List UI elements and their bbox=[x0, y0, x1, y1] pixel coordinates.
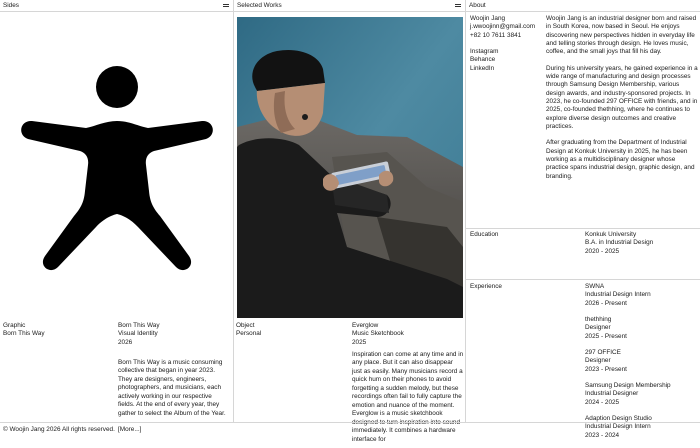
sides-menu-icon[interactable] bbox=[223, 4, 229, 7]
experience-item bbox=[585, 316, 697, 341]
experience-item bbox=[585, 382, 697, 407]
works-header bbox=[234, 0, 465, 12]
sides-description: Born This Way is a music consuming collective that began in year 2023. They are designers, engineers, photographers, and musicians, each actively working in our respective fields. At the end of every year, they gather to select the Album of the Year. bbox=[118, 359, 226, 417]
about-phone: +82 10 7611 3841 bbox=[470, 31, 522, 39]
works-menu-icon[interactable] bbox=[455, 4, 461, 7]
bio-paragraph: After graduating from the Department of Industrial Design at Konkuk University in 2025, he has been working as a multidisciplinary designer whose practice spans industrial design, graphic design, and branding. bbox=[546, 139, 695, 180]
about-name: Woojin Jang bbox=[470, 15, 506, 22]
about-header bbox=[466, 0, 700, 12]
experience-period: 2025 - Present bbox=[585, 332, 627, 340]
linkedin-link[interactable]: LinkedIn bbox=[470, 64, 495, 72]
sides-project-title[interactable]: Born This Way bbox=[118, 322, 160, 329]
bio-paragraph: Woojin Jang is an industrial designer born and raised in South Korea, now based in Seoul. He enjoys discovering new perspectives hidden in everyday life and telling stories through design. He loves music, coffee, and the small joys that fill his day. bbox=[546, 15, 697, 56]
experience-org: Adaption Design Studio bbox=[585, 414, 652, 422]
works-subcategory: Personal bbox=[236, 330, 262, 338]
about-contact bbox=[470, 15, 542, 73]
education-period: 2020 - 2025 bbox=[585, 247, 620, 255]
works-meta-left bbox=[236, 322, 261, 339]
behance-link[interactable]: Behance bbox=[470, 56, 496, 64]
experience-org: SWNA bbox=[585, 283, 605, 290]
experience-period: 2026 - Present bbox=[585, 299, 627, 307]
education-divider bbox=[466, 228, 700, 229]
experience-divider bbox=[466, 279, 700, 280]
education-school: Konkuk University bbox=[585, 231, 637, 238]
about-email-link[interactable]: j.wwoojinn@gmail.com bbox=[470, 23, 536, 31]
about-header-label: About bbox=[469, 2, 486, 9]
experience-org: thethhing bbox=[585, 315, 612, 323]
sides-title: Born This Way bbox=[3, 330, 45, 338]
works-project-type: Music Sketchbook bbox=[352, 330, 404, 338]
figure-body bbox=[21, 121, 213, 270]
everglow-project-photo[interactable] bbox=[237, 17, 463, 318]
sides-category: Graphic bbox=[3, 322, 26, 329]
about-column bbox=[466, 0, 700, 439]
experience-label: Experience bbox=[470, 283, 502, 290]
experience-role: Designer bbox=[585, 324, 611, 332]
experience-role: Designer bbox=[585, 357, 611, 365]
works-header-label: Selected Works bbox=[237, 2, 282, 9]
works-column bbox=[234, 0, 466, 443]
sides-project-type: Visual Identity bbox=[118, 330, 158, 338]
born-this-way-figure-image[interactable] bbox=[0, 13, 233, 320]
sides-header bbox=[0, 0, 233, 12]
education-label: Education bbox=[470, 231, 499, 238]
works-category: Object bbox=[236, 322, 255, 329]
experience-role: Industrial Designer bbox=[585, 390, 639, 398]
works-description: Inspiration can come at any time and in any place. But it can also disappear just as easily. Many musicians record a quick hum on their phones to avoid forgetting a sudden melody, but these recordings often fail to fully capture the emotion and nuance of the moment. Everglow is a music sketchbook designed to turn inspiration into sound immediately. It combines a hardware interface for bbox=[352, 351, 464, 443]
experience-role: Industrial Design Intern bbox=[585, 291, 651, 299]
sides-meta-left bbox=[3, 322, 45, 339]
sides-more-link[interactable]: [More...] bbox=[118, 426, 142, 434]
works-meta-right bbox=[352, 322, 404, 347]
experience-period: 2023 - 2024 bbox=[585, 431, 620, 439]
site-footer bbox=[0, 422, 700, 437]
sides-year: 2026 bbox=[118, 338, 133, 346]
experience-item bbox=[585, 349, 697, 374]
experience-item bbox=[585, 283, 697, 308]
experience-period: 2024 - 2025 bbox=[585, 398, 620, 406]
experience-org: Samsung Design Membership bbox=[585, 381, 671, 389]
sides-header-label: Sides bbox=[3, 2, 19, 9]
works-project-title[interactable]: Everglow bbox=[352, 322, 379, 329]
instagram-link[interactable]: Instagram bbox=[470, 47, 499, 55]
about-bio bbox=[546, 15, 698, 189]
experience-role: Industrial Design Intern bbox=[585, 423, 651, 431]
copyright-text: © Woojin Jang 2026 All rights reserved. bbox=[3, 426, 115, 433]
figure-head bbox=[96, 66, 138, 108]
bio-paragraph: During his university years, he gained experience in a wide range of manufacturing and design processes through Samsung Design Membership, various design awards, and industry-sponsored projects. In 2023, he co-founded 297 OFFICE with friends, and in 2025, co-founded thethhing, where he continues to explore diverse design outcomes and creative practices. bbox=[546, 64, 698, 130]
experience-period: 2023 - Present bbox=[585, 365, 627, 373]
sides-meta-right bbox=[118, 322, 160, 347]
works-year: 2025 bbox=[352, 338, 367, 346]
education-entry bbox=[585, 231, 697, 256]
experience-org: 297 OFFICE bbox=[585, 348, 621, 356]
education-degree: B.A. in Industrial Design bbox=[585, 239, 654, 247]
